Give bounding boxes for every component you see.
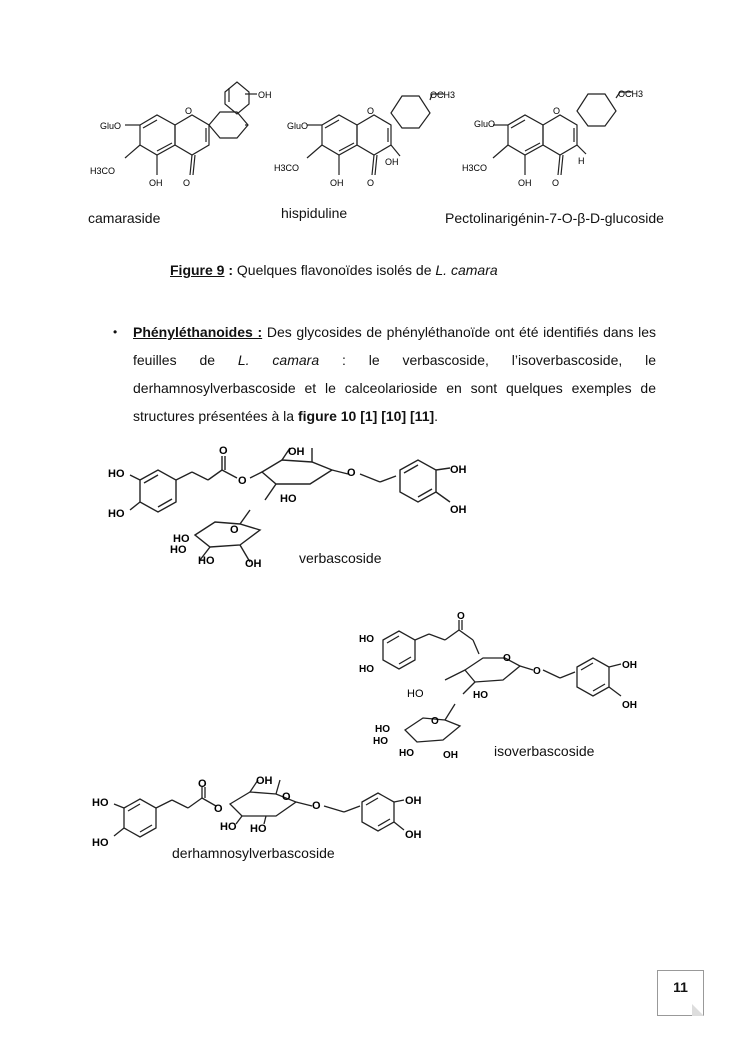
carbonyl-o-label: O [198,778,207,790]
oh-label: OH [258,90,272,100]
och3-label: OCH3 [618,89,644,99]
figure-9-number: Figure 9 [170,262,225,278]
ho-label: HO [108,468,125,480]
oh-label: OH [443,750,458,761]
rhamnose-o-label: O [230,524,239,536]
derhamnosylverbascoside-label: derhamnosylverbascoside [172,845,335,861]
och3-label: OCH3 [430,90,456,100]
ring-o-label: O [185,106,193,116]
carbonyl-o-label: O [457,611,465,622]
oh-label: OH [288,446,305,458]
glycosidic-o-label: O [533,666,541,677]
carbonyl-o-label: O [219,445,228,457]
glycosidic-o-label: O [347,467,356,479]
pectolinarigenin-label: Pectolinarigénin-7-O-β-D-glucoside [445,210,664,226]
ring-o-label: O [367,106,375,116]
carbonyl-o-label: O [183,178,191,188]
oh-label: OH [256,775,273,787]
rhamnose-o-label: O [431,716,439,727]
carbonyl-o-label: O [367,178,375,188]
ester-o-label: O [214,803,223,815]
ho-label: HO [359,634,374,645]
phenylethanoides-paragraph [113,318,656,430]
verbascoside-structure [100,440,480,580]
figure-9-caption [170,262,498,278]
caption-species: L. camara [435,262,498,278]
gluo-label: GluO [474,119,496,129]
ester-o-label: O [238,475,247,487]
oh-label: OH [450,464,467,476]
h-side-label: H [578,156,585,166]
h3co-label: H3CO [462,163,488,173]
ho-label: HO [375,724,390,735]
ring-o-label: O [282,791,291,803]
ho-label: HO [250,823,267,835]
oh-label: OH [405,829,422,841]
oh-label: OH [245,558,262,570]
hispiduline-structure [272,80,472,195]
h3co-label: H3CO [90,166,116,176]
caption-text: Quelques flavonoïdes isolés de [236,262,436,278]
caption-separator: : [224,262,237,278]
ring-o-label: O [553,106,561,116]
oh-bottom-label: OH [518,178,532,188]
glycosidic-o-label: O [312,800,321,812]
hispiduline-label: hispiduline [281,205,348,221]
h3co-label: H3CO [274,163,300,173]
verbascoside-label: verbascoside [299,550,382,566]
oh-label: OH [405,795,422,807]
paragraph-end: . [434,408,439,424]
oh-side-label: OH [385,157,399,167]
ho-label: HO [407,688,424,700]
paragraph-text-2: : le verbascoside, l’isoverbascoside, le derhamnosylverbascoside et le calceolarioside en sont quelques exemples de structures présentées à la [133,352,657,424]
paragraph-text-1: Des glycosides de phényléthanoïde ont été identifiés dans les feuilles de [133,324,657,368]
figure-10-ref: figure 10 [1] [10] [11] [297,408,435,424]
ho-label: HO [373,736,388,747]
isoverbascoside-label: isoverbascoside [494,743,595,759]
page-number: 11 [657,970,704,1016]
paragraph-term: Phényléthanoides : [133,324,263,340]
ho-label: HO [399,748,414,759]
gluo-label: GluO [287,121,309,131]
oh-label: OH [450,504,467,516]
ring-o-label: O [503,653,511,664]
ho-label: HO [220,821,237,833]
paragraph-species: L. camara [237,352,320,368]
pectolinarigenin-structure [460,80,680,195]
ho-label: HO [108,508,125,520]
oh-bottom-label: OH [330,178,344,188]
camaraside-structure [85,80,285,195]
isoverbascoside-structure [355,611,655,761]
oh-bottom-label: OH [149,178,163,188]
ho-label: HO [92,837,109,849]
gluo-label: GluO [100,121,122,131]
ho-label: HO [280,493,297,505]
ho-label: HO [198,555,215,567]
ho-label: HO [170,544,187,556]
bullet-icon: • [113,325,118,339]
carbonyl-o-label: O [552,178,560,188]
oh-label: OH [622,660,637,671]
ho-label: HO [359,664,374,675]
camaraside-label: camaraside [88,210,161,226]
oh-label: OH [622,700,637,711]
ho-label: HO [92,797,109,809]
ho-label: HO [173,533,190,545]
paragraph-body [133,318,656,430]
ho-label: HO [473,690,488,701]
